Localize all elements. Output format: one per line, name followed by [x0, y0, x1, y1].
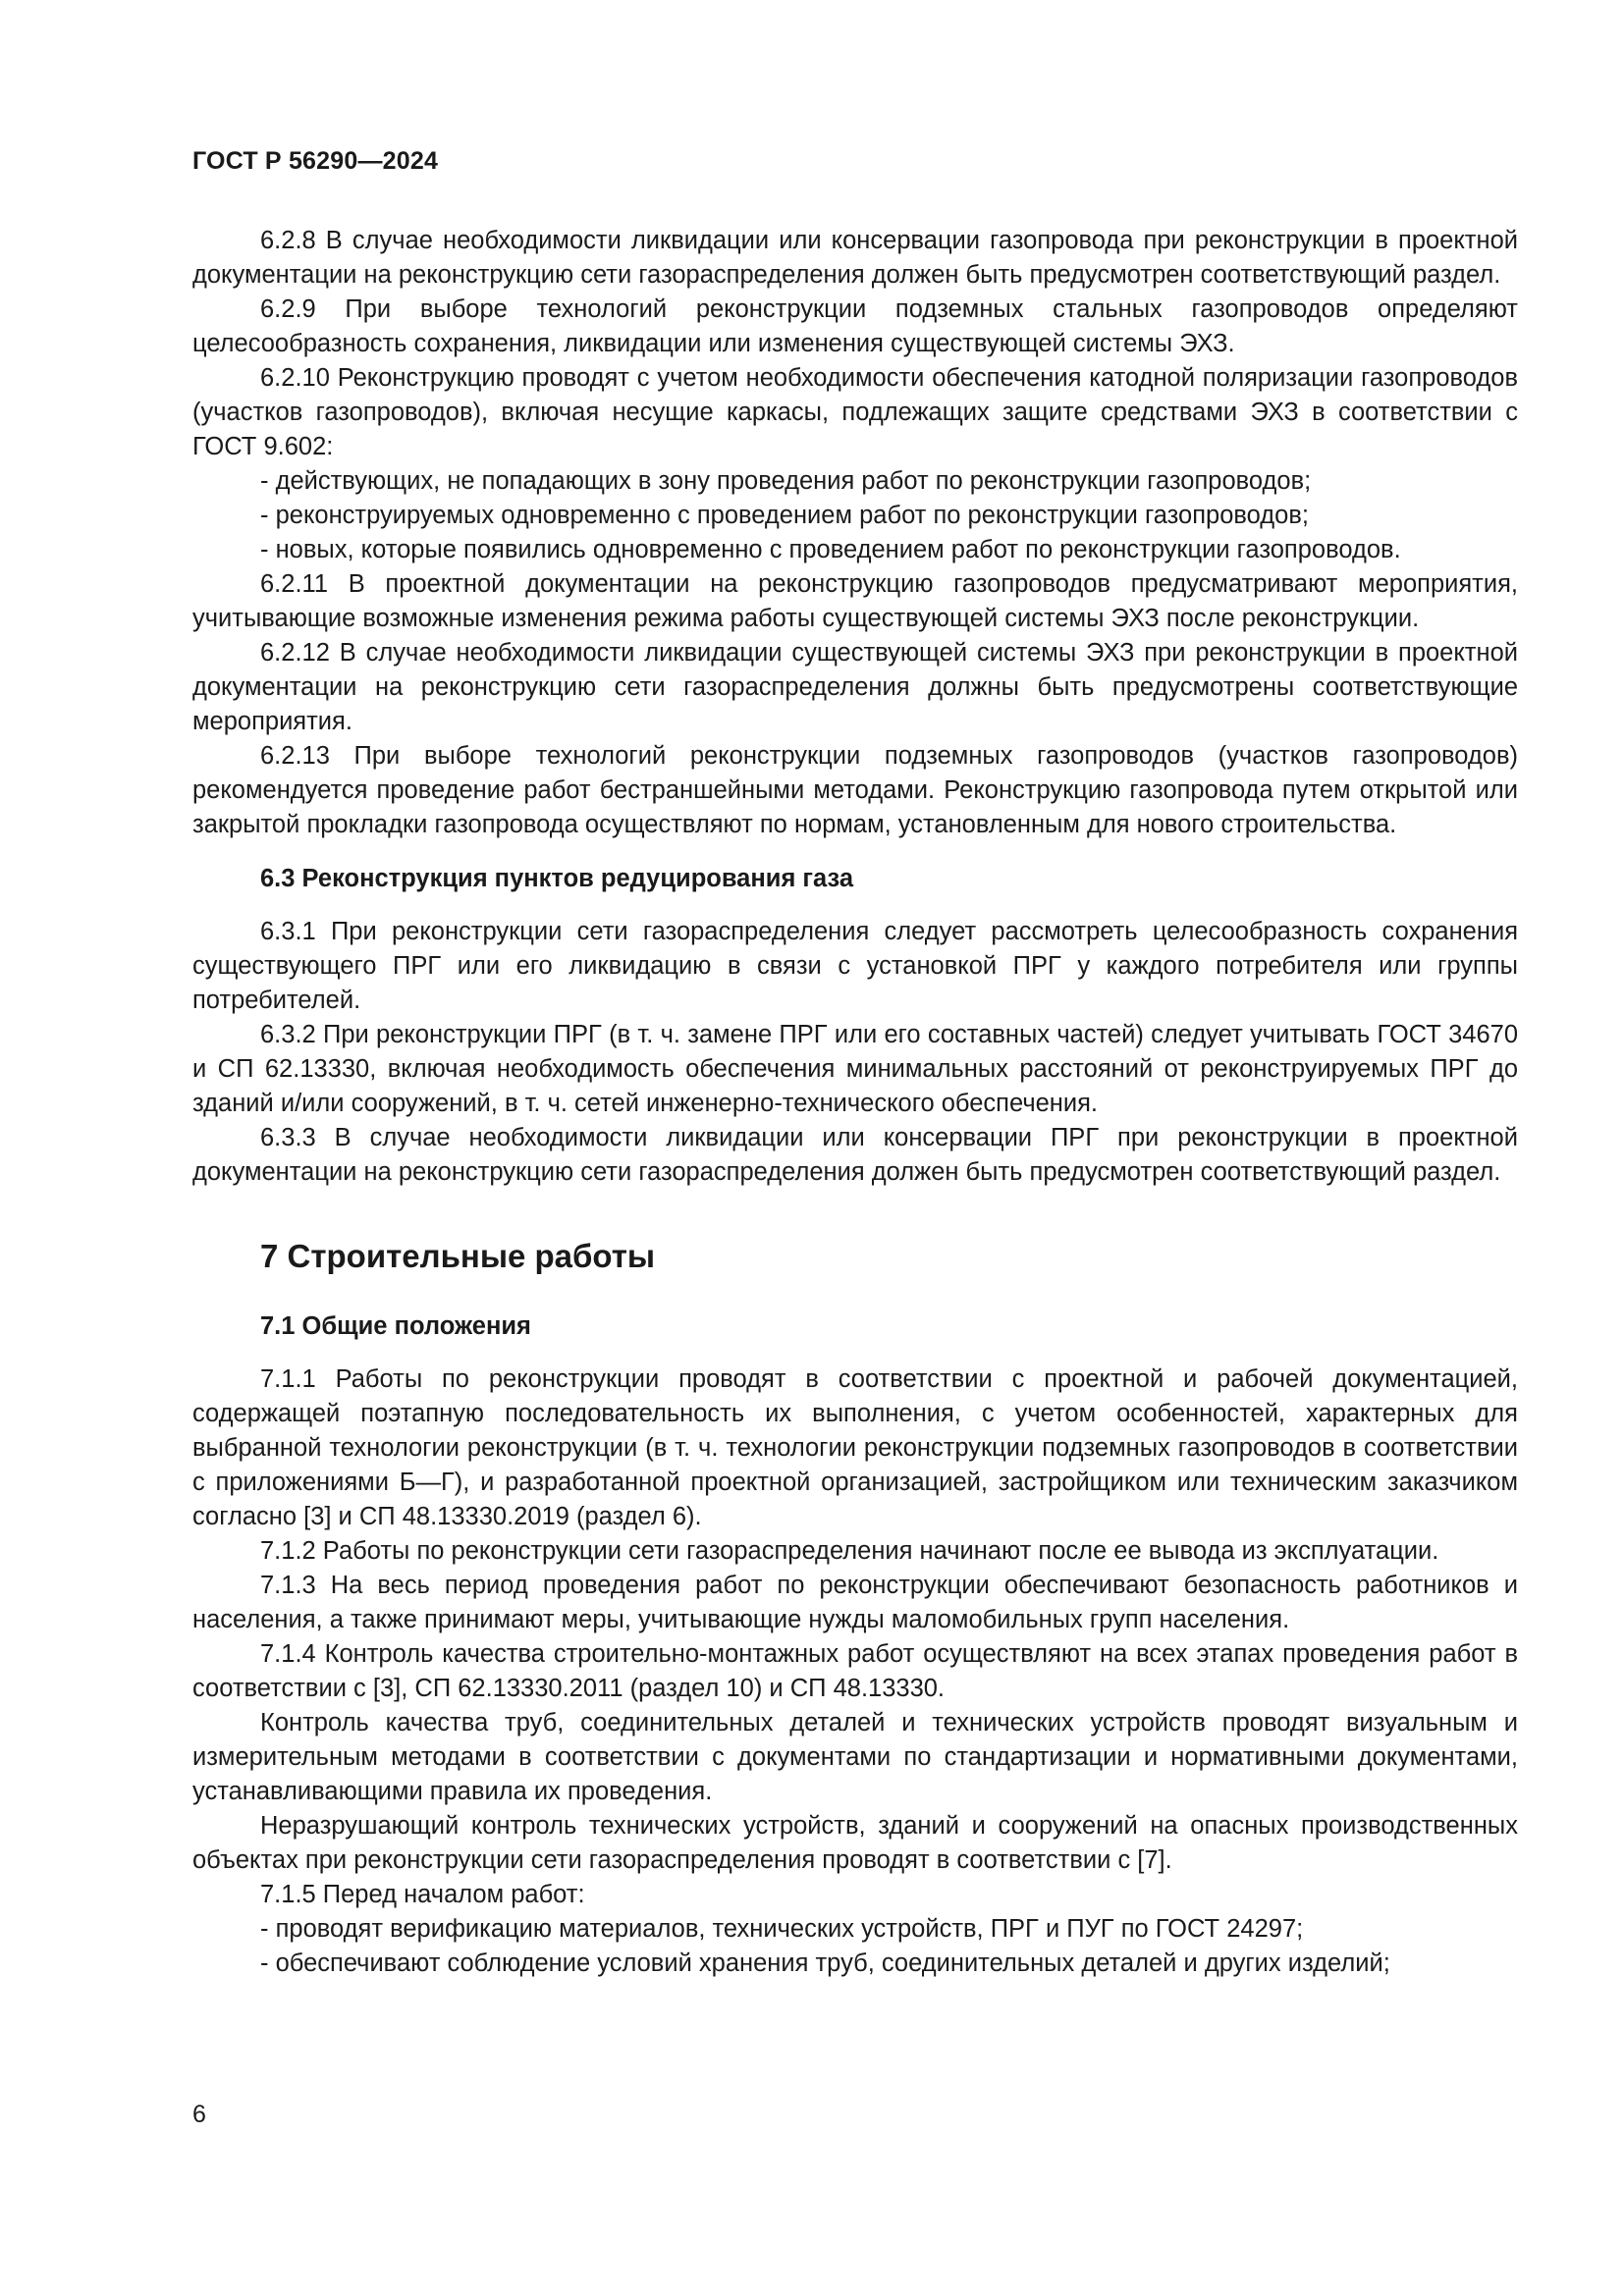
- paragraph-6-2-11: 6.2.11 В проектной документации на реконструкцию газопроводов предусматривают мероприятия, учитывающие возможные изменения режима работы существующей системы ЭХЗ после реконструкции.: [192, 570, 1518, 632]
- paragraph-7-1-4: 7.1.4 Контроль качества строительно-монтажных работ осуществляют на всех этапах проведения работ в соответствии с [3], СП 62.13330.2011 (раздел 10) и СП 48.13330.: [192, 1640, 1518, 1702]
- paragraph-6-3-2: 6.3.2 При реконструкции ПРГ (в т. ч. замене ПРГ или его составных частей) следует учитывать ГОСТ 34670 и СП 62.13330, включая необходимость обеспечения минимальных расстояний от реконструируемых ПРГ до зданий и/или сооружений, в т. ч. сетей инженерно-технического обеспечения.: [192, 1021, 1518, 1117]
- section-heading-7: 7 Строительные работы: [260, 1238, 656, 1274]
- paragraph-6-2-8: 6.2.8 В случае необходимости ликвидации или консервации газопровода при реконструкции в проектной документации на реконструкцию сети газораспределения должен быть предусмотрен соответствующий раздел.: [192, 227, 1518, 289]
- list-item: - действующих, не попадающих в зону проведения работ по реконструкции газопроводов;: [260, 467, 1312, 495]
- paragraph-nondestructive-control: Неразрушающий контроль технических устройств, зданий и сооружений на опасных производственных объектах при реконструкции сети газораспределения проводят в соответствии с [7].: [192, 1812, 1518, 1874]
- paragraph-6-2-13: 6.2.13 При выборе технологий реконструкции подземных газопроводов (участков газопроводов) рекомендуется проведение работ бестраншейными методами. Реконструкцию газопровода путем открытой или закрытой прокладки газопровода осуществляют по нормам, установленным для нового строительства.: [192, 742, 1518, 838]
- page-number: 6: [192, 2101, 206, 2128]
- paragraph-7-1-5: 7.1.5 Перед началом работ:: [260, 1881, 585, 1908]
- document-code-header: ГОСТ Р 56290—2024: [192, 147, 439, 175]
- paragraph-6-3-1: 6.3.1 При реконструкции сети газораспределения следует рассмотреть целесообразность сохранения существующего ПРГ или его ликвидацию в связи с установкой ПРГ у каждого потребителя или группы потребителей.: [192, 918, 1518, 1014]
- paragraph-6-2-10: 6.2.10 Реконструкцию проводят с учетом необходимости обеспечения катодной поляризации газопроводов (участков газопроводов), включая несущие каркасы, подлежащих защите средствами ЭХЗ в соответствии с ГОСТ 9.602:: [192, 364, 1518, 460]
- section-heading-6-3: 6.3 Реконструкция пунктов редуцирования газа: [260, 865, 854, 892]
- paragraph-7-1-2: 7.1.2 Работы по реконструкции сети газораспределения начинают после ее вывода из эксплуатации.: [260, 1537, 1439, 1565]
- document-body: [192, 224, 1518, 1981]
- paragraph-6-2-12: 6.2.12 В случае необходимости ликвидации существующей системы ЭХЗ при реконструкции в проектной документации на реконструкцию сети газораспределения должны быть предусмотрены соответствующие мероприятия.: [192, 639, 1518, 735]
- list-item: - реконструируемых одновременно с проведением работ по реконструкции газопроводов;: [260, 502, 1309, 529]
- list-item: - новых, которые появились одновременно с проведением работ по реконструкции газопроводов.: [260, 536, 1401, 563]
- paragraph-6-3-3: 6.3.3 В случае необходимости ликвидации или консервации ПРГ при реконструкции в проектной документации на реконструкцию сети газораспределения должен быть предусмотрен соответствующий раздел.: [192, 1124, 1518, 1186]
- list-item: - проводят верификацию материалов, технических устройств, ПРГ и ПУГ по ГОСТ 24297;: [260, 1915, 1304, 1943]
- section-heading-7-1: 7.1 Общие положения: [260, 1312, 531, 1340]
- paragraph-quality-control: Контроль качества труб, соединительных деталей и технических устройств проводят визуальным и измерительным методами в соответствии с документами по стандартизации и нормативными документами, устанавливающими правила их проведения.: [192, 1709, 1518, 1805]
- paragraph-7-1-3: 7.1.3 На весь период проведения работ по реконструкции обеспечивают безопасность работников и населения, а также принимают меры, учитывающие нужды маломобильных групп населения.: [192, 1572, 1518, 1633]
- list-item: - обеспечивают соблюдение условий хранения труб, соединительных деталей и других изделий;: [260, 1949, 1390, 1977]
- paragraph-7-1-1: 7.1.1 Работы по реконструкции проводят в соответствии с проектной и рабочей документацией, содержащей поэтапную последовательность их выполнения, с учетом особенностей, характерных для выбранной технологии реконструкции (в т. ч. технологии реконструкции подземных газопроводов в соответствии с приложениями Б—Г), и разработанной проектной организацией, застройщиком или техническим заказчиком согласно [3] и СП 48.13330.2019 (раздел 6).: [192, 1365, 1518, 1530]
- paragraph-6-2-9: 6.2.9 При выборе технологий реконструкции подземных стальных газопроводов определяют целесообразность сохранения, ликвидации или изменения существующей системы ЭХЗ.: [192, 295, 1518, 357]
